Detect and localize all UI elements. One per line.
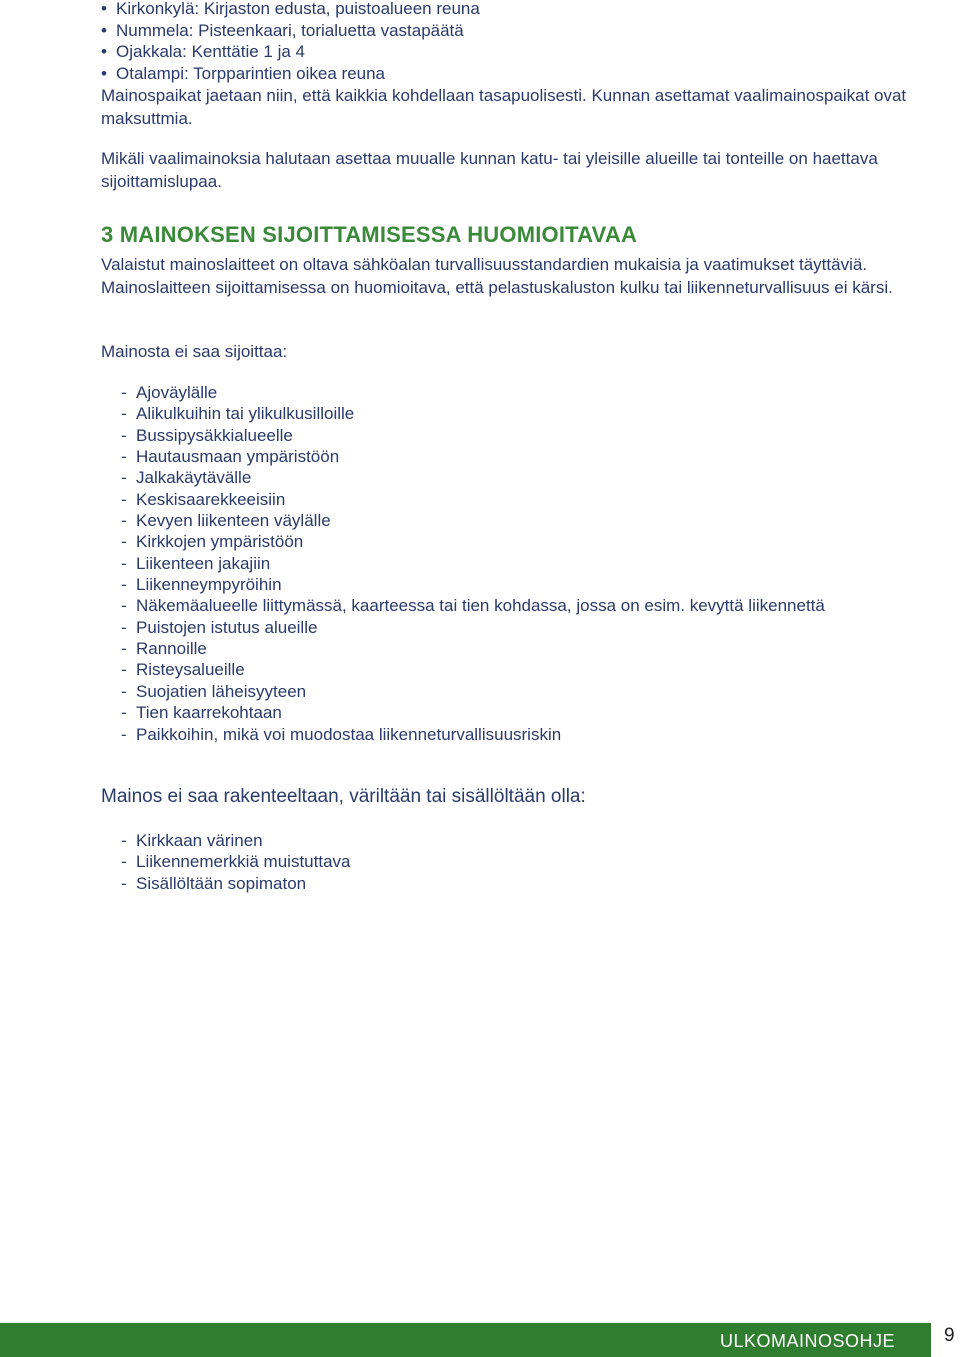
list-item <box>121 489 825 510</box>
dash-glyph: - <box>121 724 127 744</box>
list-item <box>121 425 825 446</box>
list-item <box>121 553 825 574</box>
dash-glyph: - <box>121 532 127 552</box>
list-item-text: Ojakkala: Kenttätie 1 ja 4 <box>116 42 306 61</box>
list-item <box>121 531 825 552</box>
dash-glyph: - <box>121 468 127 488</box>
list-item <box>121 382 825 403</box>
list-item-text: Puistojen istutus alueille <box>136 617 318 637</box>
list-item <box>121 574 825 595</box>
list-item-text: Kirkkaan värinen <box>136 831 263 850</box>
list-item-text: Suojatien läheisyyteen <box>136 681 307 701</box>
list-item-text: Sisällöltään sopimaton <box>136 873 307 893</box>
list-item-text: Liikennemerkkiä muistuttava <box>136 852 351 872</box>
section-heading: 3 MAINOKSEN SIJOITTAMISESSA HUOMIOITAVAA <box>101 222 638 247</box>
bullet-glyph: • <box>101 20 107 40</box>
dash-glyph: - <box>121 553 127 573</box>
page-footer <box>0 1320 960 1357</box>
dash-glyph: - <box>121 681 127 701</box>
placement-restriction-list <box>121 382 825 745</box>
list-item <box>121 510 825 531</box>
list-item-text: Ajoväylälle <box>136 383 218 402</box>
list-item <box>121 873 350 894</box>
placement-intro: Mainosta ei saa sijoittaa: <box>101 342 288 361</box>
structure-intro: Mainos ei saa rakenteeltaan, väriltään tai sisällöltään olla: <box>101 786 586 807</box>
list-item-text: Alikulkuihin tai ylikulkusilloille <box>136 404 355 424</box>
dash-glyph: - <box>121 873 127 893</box>
dash-glyph: - <box>121 639 127 659</box>
list-item-text: Kirkonkylä: Kirjaston edusta, puistoalueen reuna <box>116 0 480 18</box>
list-item <box>121 681 825 702</box>
list-item-text: Kirkkojen ympäristöön <box>136 532 304 552</box>
dash-glyph: - <box>121 425 127 445</box>
footer-bar <box>0 1323 931 1357</box>
list-item-text: Rannoille <box>136 639 207 659</box>
dash-glyph: - <box>121 489 127 509</box>
paragraph-safety-requirements: Valaistut mainoslaitteet on oltava sähköalan turvallisuusstandardien mukaisia ja vaatimukset täyttäviä. Mainoslaitteen sijoittamisessa on huomioitava, että pelastuskaluston kulku tai liikenneturvallisuus ei kärsi. <box>101 255 893 297</box>
list-item-text: Tien kaarrekohtaan <box>136 703 282 723</box>
list-item-text: Jalkakäytävälle <box>136 468 252 488</box>
list-item <box>101 41 480 63</box>
dash-glyph: - <box>121 447 127 467</box>
list-item-text: Risteysalueille <box>136 660 245 680</box>
list-item <box>121 403 825 424</box>
list-item-text: Paikkoihin, mikä voi muodostaa liikenneturvallisuusriskin <box>136 724 562 744</box>
list-item <box>121 830 350 851</box>
dash-glyph: - <box>121 383 127 402</box>
dash-glyph: - <box>121 617 127 637</box>
structure-restriction-list <box>121 830 350 894</box>
paragraph-permit-required: Mikäli vaalimainoksia halutaan asettaa muualle kunnan katu- tai yleisille alueille tai tonteille on haettava sijoittamislupaa. <box>101 149 878 191</box>
list-item <box>121 617 825 638</box>
list-item <box>121 724 825 745</box>
dash-glyph: - <box>121 852 127 872</box>
bullet-glyph: • <box>101 0 107 18</box>
list-item <box>121 638 825 659</box>
list-item <box>101 20 480 42</box>
list-item-text: Kevyen liikenteen väylälle <box>136 511 331 531</box>
dash-glyph: - <box>121 404 127 424</box>
list-item-text: Nummela: Pisteenkaari, torialuetta vastapäätä <box>116 20 464 40</box>
footer-title: ULKOMAINOSOHJE <box>719 1331 895 1351</box>
dash-glyph: - <box>121 660 127 680</box>
list-item-text: Otalampi: Torpparintien oikea reuna <box>116 63 386 83</box>
list-item <box>121 659 825 680</box>
list-item <box>101 63 480 85</box>
list-item <box>121 446 825 467</box>
bullet-glyph: • <box>101 42 107 61</box>
list-item <box>121 702 825 723</box>
list-item <box>101 0 480 20</box>
list-item-text: Keskisaarekkeeisiin <box>136 489 286 509</box>
list-item-text: Bussipysäkkialueelle <box>136 425 293 445</box>
dash-glyph: - <box>121 511 127 531</box>
dash-glyph: - <box>121 575 127 595</box>
page-number: 9 <box>944 1325 955 1346</box>
paragraph-equal-treatment: Mainospaikat jaetaan niin, että kaikkia kohdellaan tasapuolisesti. Kunnan asettamat vaalimainospaikat ovat maksuttmia. <box>101 86 907 128</box>
list-item <box>121 851 350 872</box>
list-item-text: Liikenneympyröihin <box>136 575 282 595</box>
list-item-text: Hautausmaan ympäristöön <box>136 447 340 467</box>
location-bullet-list <box>101 0 480 84</box>
list-item <box>121 595 825 616</box>
bullet-glyph: • <box>101 63 107 83</box>
list-item-text: Näkemäalueelle liittymässä, kaarteessa tai tien kohdassa, jossa on esim. kevyttä liikennettä <box>136 596 825 616</box>
list-item <box>121 467 825 488</box>
dash-glyph: - <box>121 703 127 723</box>
dash-glyph: - <box>121 831 127 850</box>
dash-glyph: - <box>121 596 127 616</box>
list-item-text: Liikenteen jakajiin <box>136 553 271 573</box>
